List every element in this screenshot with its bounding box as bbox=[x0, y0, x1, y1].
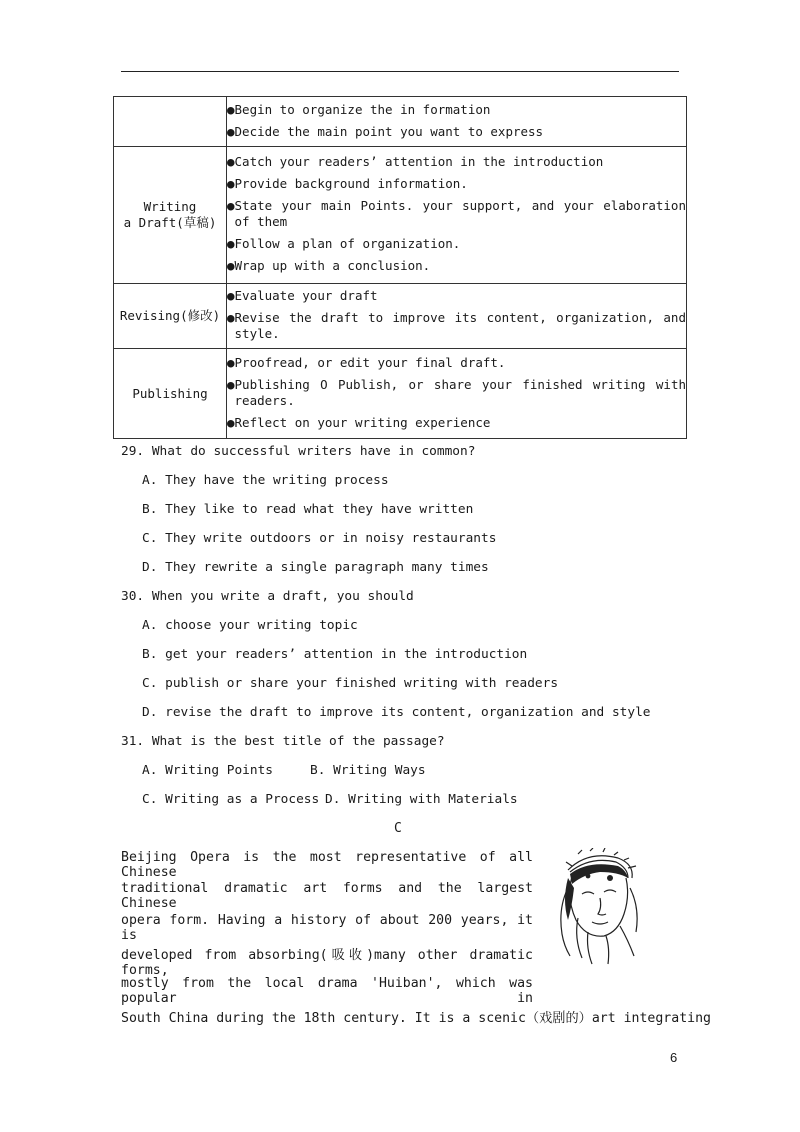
passage-line: Beijing Opera is the most representative of all Chinese bbox=[121, 850, 533, 880]
table-row bbox=[114, 349, 687, 439]
step-item bbox=[227, 355, 686, 371]
steps-cell bbox=[227, 97, 687, 147]
step-text: Publishing O Publish, or share your finished writing with readers. bbox=[234, 376, 686, 408]
bullet-icon: ● bbox=[227, 310, 235, 325]
step-text: Begin to organize the in formation bbox=[234, 101, 491, 117]
passage-line: traditional dramatic art forms and the largest Chinese bbox=[121, 881, 533, 912]
table-row bbox=[114, 97, 687, 147]
stage-label: Writing a Draft(草稿) bbox=[114, 147, 227, 284]
step-text: Evaluate your draft bbox=[234, 288, 378, 303]
step-item bbox=[227, 176, 686, 192]
step-item bbox=[227, 415, 686, 431]
steps-cell bbox=[227, 284, 687, 349]
bullet-icon: ● bbox=[227, 101, 235, 117]
answer-option: D. They rewrite a single paragraph many times bbox=[142, 560, 489, 575]
bullet-icon: ● bbox=[227, 154, 235, 169]
beijing-opera-portrait-image bbox=[548, 848, 644, 966]
step-text: Revise the draft to improve its content, organization, and style. bbox=[234, 310, 686, 341]
question-stem: 30. When you write a draft, you should bbox=[121, 589, 414, 604]
steps-cell bbox=[227, 349, 687, 439]
stage-label: Publishing bbox=[114, 349, 227, 439]
passage-line: opera form. Having a history of about 200 years, it is bbox=[121, 912, 533, 943]
answer-option: D. Writing with Materials bbox=[325, 792, 518, 807]
writing-process-table bbox=[113, 96, 687, 439]
table-row bbox=[114, 147, 687, 284]
step-text: Wrap up with a conclusion. bbox=[234, 258, 431, 273]
question-stem: 29. What do successful writers have in common? bbox=[121, 444, 476, 459]
bullet-icon: ● bbox=[227, 414, 235, 430]
step-item bbox=[227, 124, 686, 140]
bullet-icon: ● bbox=[227, 198, 235, 213]
step-text: Provide background information. bbox=[234, 176, 468, 191]
answer-option: A. choose your writing topic bbox=[142, 618, 358, 633]
step-item bbox=[227, 236, 686, 252]
bullet-icon: ● bbox=[227, 123, 235, 139]
bullet-icon: ● bbox=[227, 288, 235, 303]
answer-option: A. Writing Points bbox=[142, 763, 273, 778]
step-item bbox=[227, 288, 686, 304]
answer-option: B. get your readers’ attention in the introduction bbox=[142, 647, 528, 662]
step-text: Reflect on your writing experience bbox=[234, 414, 491, 430]
table-row bbox=[114, 284, 687, 349]
step-text: Catch your readers’ attention in the introduction bbox=[234, 154, 604, 169]
question-stem: 31. What is the best title of the passage? bbox=[121, 734, 445, 749]
step-item bbox=[227, 310, 686, 342]
stage-label: Revising(修改) bbox=[114, 284, 227, 349]
section-letter: C bbox=[394, 821, 402, 836]
answer-option: C. They write outdoors or in noisy restaurants bbox=[142, 531, 497, 546]
step-item bbox=[227, 377, 686, 409]
step-item bbox=[227, 154, 686, 170]
passage-line: South China during the 18th century. It is a scenic（戏剧的）art integrating bbox=[121, 1011, 711, 1026]
answer-option: C. publish or share your finished writing with readers bbox=[142, 676, 559, 691]
steps-cell bbox=[227, 147, 687, 284]
step-text: Follow a plan of organization. bbox=[234, 236, 461, 251]
answer-option: D. revise the draft to improve its content, organization and style bbox=[142, 705, 651, 720]
bullet-icon: ● bbox=[227, 258, 235, 273]
step-text: Proofread, or edit your final draft. bbox=[234, 354, 506, 370]
answer-option: C. Writing as a Process bbox=[142, 792, 320, 807]
bullet-icon: ● bbox=[227, 236, 235, 251]
passage-line: mostly from the local drama 'Huiban', which was popular in bbox=[121, 975, 533, 1006]
bullet-icon: ● bbox=[227, 376, 235, 392]
answer-option: B. They like to read what they have written bbox=[142, 502, 474, 517]
header-rule bbox=[121, 71, 679, 72]
answer-option: B. Writing Ways bbox=[310, 763, 426, 778]
passage-line: developed from absorbing(吸收)many other dramatic forms, bbox=[121, 948, 533, 979]
answer-option: A. They have the writing process bbox=[142, 473, 389, 488]
page-number: 6 bbox=[670, 1050, 678, 1065]
step-item bbox=[227, 102, 686, 118]
step-item bbox=[227, 258, 686, 274]
step-text: Decide the main point you want to express bbox=[234, 123, 544, 139]
step-item bbox=[227, 198, 686, 230]
step-text: State your main Points. your support, and your elaboration of them bbox=[234, 198, 686, 229]
bullet-icon: ● bbox=[227, 176, 235, 191]
stage-label bbox=[114, 97, 227, 147]
bullet-icon: ● bbox=[227, 354, 235, 370]
